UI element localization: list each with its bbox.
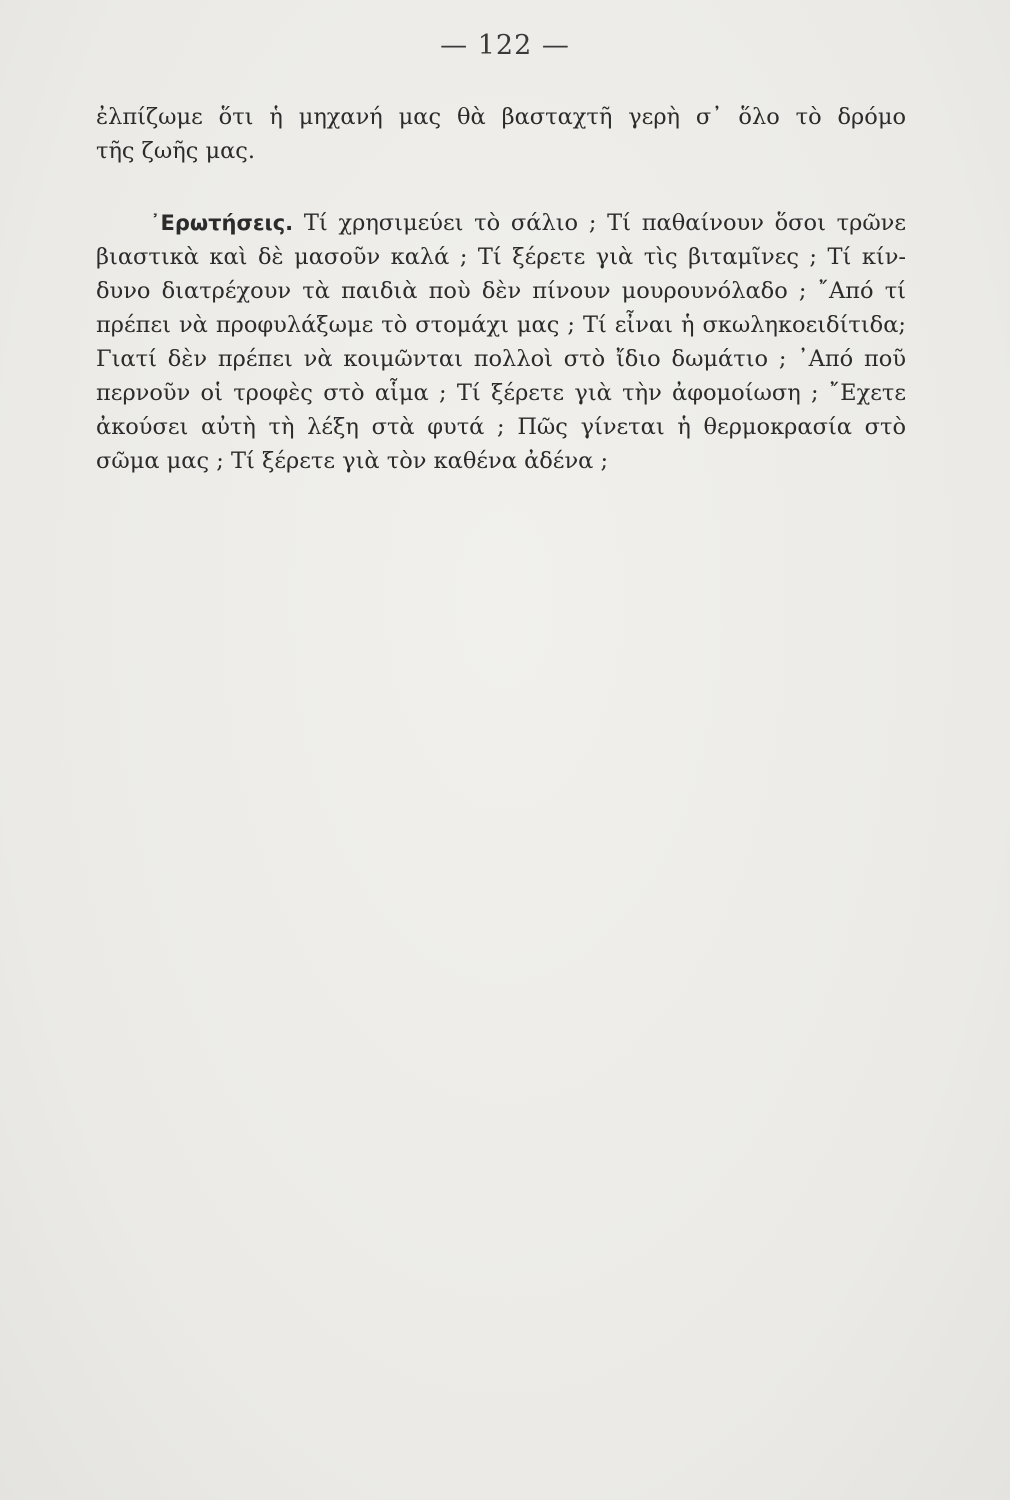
page-number: — 122 —	[440, 30, 570, 61]
text-line: σῶμα μας ; Τί ξέρετε γιὰ τὸν καθένα ἀδένα ;	[96, 448, 609, 474]
questions-heading: ᾿Ερωτήσεις.	[150, 211, 294, 235]
paragraph-continuation	[96, 100, 906, 168]
questions-paragraph	[96, 206, 906, 478]
text-line: Γιατί δὲν πρέπει νὰ κοιμῶνται πολλοὶ στὸ ἴδιο δωμάτιο ; ᾿Από ποῦ	[96, 346, 906, 372]
text-line: βιαστικὰ καὶ δὲ μασοῦν καλά ; Τί ξέρετε γιὰ τὶς βιταμῖνες ; Τί κίν-	[96, 244, 906, 270]
text-line: Τί χρησιμεύει τὸ σάλιο ; Τί παθαίνουν ὅσοι τρῶνε	[303, 210, 906, 236]
text-line: τῆς ζωῆς μας.	[96, 138, 256, 164]
text-line: ἀκούσει αὐτὴ τὴ λέξη στὰ φυτά ; Πῶς γίνεται ἡ θερμοκρασία στὸ	[96, 414, 906, 440]
text-line: ἐλπίζωμε ὅτι ἡ μηχανή μας θὰ βασταχτῆ γερὴ σ᾽ ὅλο τὸ δρόμο	[96, 104, 906, 130]
text-line-first	[96, 206, 906, 240]
text-line: δυνο διατρέχουν τὰ παιδιὰ ποὺ δὲν πίνουν μουρουνόλαδο ; ῎Από τί	[96, 278, 906, 304]
text-line: περνοῦν οἱ τροφὲς στὸ αἷμα ; Τί ξέρετε γιὰ τὴν ἀφομοίωση ; ῎Εχετε	[96, 380, 906, 406]
text-line: πρέπει νὰ προφυλάξωμε τὸ στομάχι μας ; Τί εἶναι ἡ σκωληκοειδίτιδα;	[96, 312, 906, 338]
